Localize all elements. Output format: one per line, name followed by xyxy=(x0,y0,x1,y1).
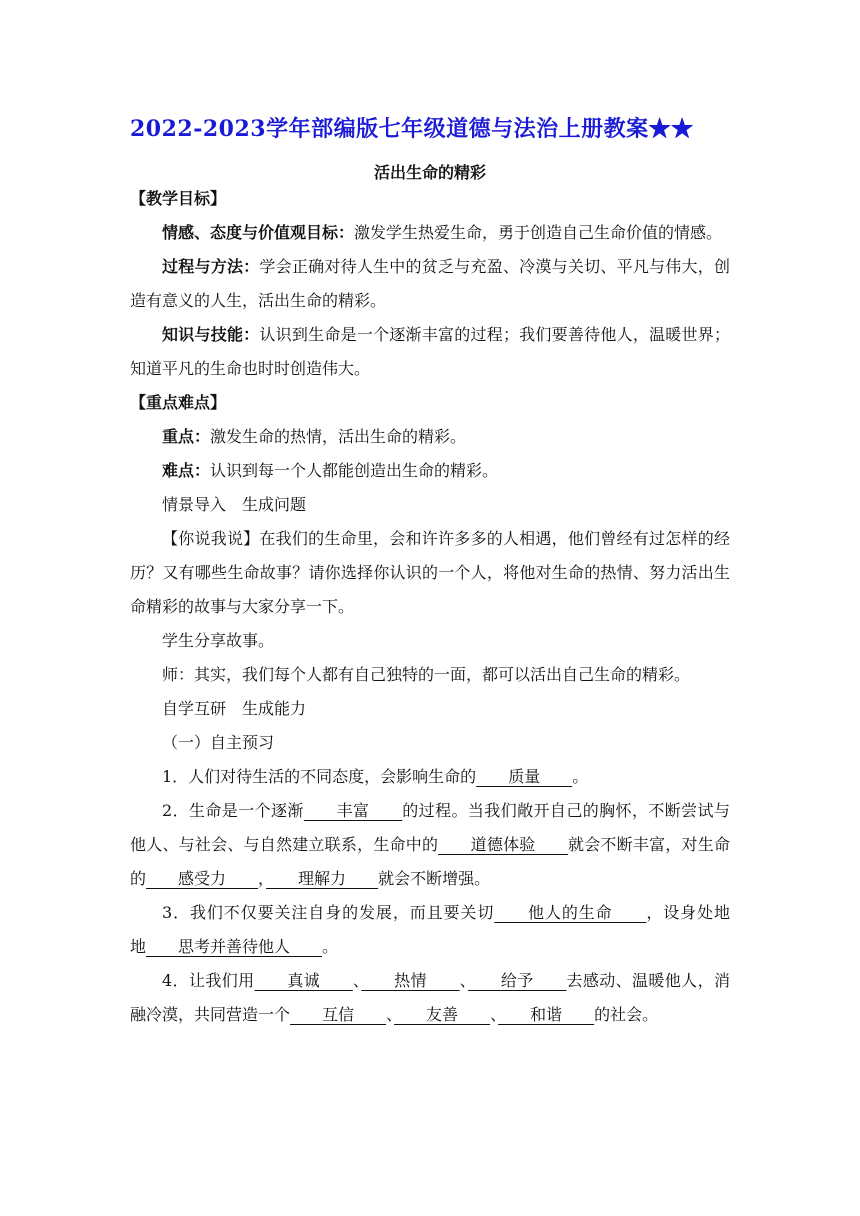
section-heading-objectives: 【教学目标】 xyxy=(130,189,227,208)
selfstudy-subheading: （一）自主预习 xyxy=(162,733,275,752)
objective-text: 认识到生命是一个逐渐丰富的过程；我们要善待他人，温暖世界；知道平凡的生命也时时创造伟大。 xyxy=(130,325,730,378)
objective-text: 学会正确对待人生中的贫乏与充盈、冷漠与关切、平凡与伟大，创造有意义的人生，活出生命的精彩。 xyxy=(130,257,730,310)
question-text: 去感动、温暖他人，消融冷漠，共同营造一个 xyxy=(130,971,730,1024)
question-3 xyxy=(130,896,730,964)
keypoint-label: 重点： xyxy=(162,427,211,446)
question-text: ， xyxy=(258,869,267,888)
question-text: 就会不断丰富，对生命的 xyxy=(130,835,730,888)
answer-blank: 思考并善待他人 xyxy=(146,937,323,956)
intro-heading: 情景导入 生成问题 xyxy=(162,495,307,514)
document-body xyxy=(130,182,730,1032)
question-1 xyxy=(130,760,730,794)
answer-blank: 互信 xyxy=(290,1005,387,1024)
intro-teacher: 师：其实，我们每个人都有自己独特的一面，都可以活出自己生命的精彩。 xyxy=(162,665,691,684)
objective-item xyxy=(130,216,730,250)
answer-blank: 质量 xyxy=(476,767,573,786)
answer-blank: 和谐 xyxy=(498,1005,595,1024)
objective-label: 情感、态度与价值观目标： xyxy=(162,223,355,242)
question-4 xyxy=(130,964,730,1032)
question-text: 的过程。当我们敞开自己的胸怀，不断尝试与他人、与社会、与自然建立联系，生命中的 xyxy=(130,801,730,854)
intro-activity: 【你说我说】在我们的生命里，会和许许多多的人相遇，他们曾经有过怎样的经历？又有哪些生命故事？请你选择你认识的一个人，将他对生命的热情、努力活出生命精彩的故事与大家分享一下。 xyxy=(130,529,730,616)
answer-blank: 给予 xyxy=(468,971,567,990)
question-text: ，设身处地地 xyxy=(130,903,730,956)
objective-item xyxy=(130,318,730,386)
answer-blank: 感受力 xyxy=(146,869,259,888)
question-text: 、 xyxy=(490,1005,499,1024)
keypoint-label: 难点： xyxy=(162,461,211,480)
answer-blank: 丰富 xyxy=(303,801,403,820)
answer-blank: 友善 xyxy=(394,1005,491,1024)
question-text: 、 xyxy=(459,971,469,990)
question-text: 1．人们对待生活的不同态度，会影响生命的 xyxy=(162,767,477,786)
answer-blank: 真诚 xyxy=(254,971,353,990)
keypoint-text: 认识到每一个人都能创造出生命的精彩。 xyxy=(210,461,499,480)
question-text: 就会不断增强。 xyxy=(378,869,491,888)
lesson-title: 活出生命的精彩 xyxy=(373,163,486,182)
question-text: 、 xyxy=(352,971,362,990)
question-text: 。 xyxy=(322,937,339,956)
keypoint-text: 激发生命的热情，活出生命的精彩。 xyxy=(210,427,467,446)
selfstudy-heading: 自学互研 生成能力 xyxy=(162,699,307,718)
document-title: 2022-2023学年部编版七年级道德与法治上册教案★★ xyxy=(130,116,694,142)
answer-blank: 道德体验 xyxy=(438,835,568,854)
question-2 xyxy=(130,794,730,896)
answer-blank: 他人的生命 xyxy=(494,903,647,922)
question-text: 4．让我们用 xyxy=(162,971,255,990)
question-text: 3．我们不仅要关注自身的发展，而且要关切 xyxy=(162,903,495,922)
answer-blank: 热情 xyxy=(361,971,460,990)
objective-label: 知识与技能： xyxy=(162,325,260,344)
intro-share: 学生分享故事。 xyxy=(162,631,275,650)
objective-text: 激发学生热爱生命，勇于创造自己生命价值的情感。 xyxy=(354,223,723,242)
section-heading-keypoints: 【重点难点】 xyxy=(130,393,227,412)
answer-blank: 理解力 xyxy=(266,869,379,888)
objective-item xyxy=(130,250,730,318)
keypoint-item xyxy=(130,454,730,488)
question-text: 。 xyxy=(572,767,589,786)
question-text: 2．生命是一个逐渐 xyxy=(162,801,304,820)
question-text: 的社会。 xyxy=(594,1005,659,1024)
objective-label: 过程与方法： xyxy=(162,257,260,276)
keypoint-item xyxy=(130,420,730,454)
question-text: 、 xyxy=(386,1005,395,1024)
